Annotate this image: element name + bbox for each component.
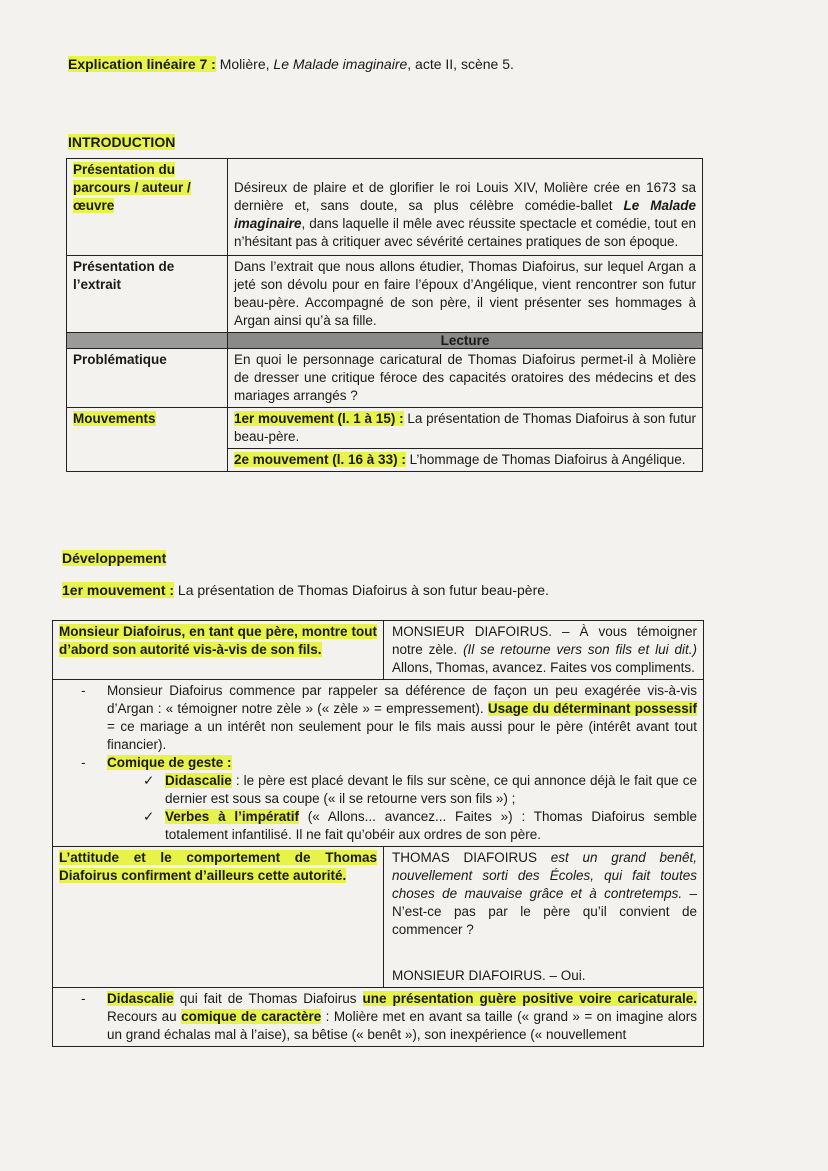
- row-label: Mouvements: [73, 411, 156, 426]
- introduction-heading: INTRODUCTION: [68, 134, 176, 150]
- developpement-heading: Développement: [62, 550, 167, 566]
- quote-cell: MONSIEUR DIAFOIRUS. – À vous témoigner notre zèle. (Il se retourne vers son fils et lui dit.) Allons, Thomas, avancez. Faites vos compliments.: [384, 621, 704, 680]
- table-row: Présentation de l’extrait Dans l’extrait que nous allons étudier, Thomas Diafoirus, sur lequel Argan a jeté son dévolu pour en faire l’époux d’Angélique, vient rencontrer son futur beau-père. Accompagné de son père, il vient présenter ses hommages à Argan ainsi qu’à sa fille.: [67, 256, 703, 333]
- analysis-list: [59, 990, 697, 1044]
- row-label: Présentation du parcours / auteur / œuvre: [73, 162, 191, 213]
- list-item: - Monsieur Diafoirus commence par rappeler sa déférence de façon un peu exagérée vis-à-vis d’Argan : « témoigner notre zèle » (« zèle » = empressement). Usage du déterminant possessif = ce mariage a un intérêt non seulement pour le fils mais aussi pour le père (intérêt avant tout financier).: [107, 682, 697, 754]
- introduction-table: [66, 158, 703, 472]
- row-label: Problématique: [73, 352, 167, 367]
- problematique-text: En quoi le personnage caricatural de Thomas Diafoirus permet-il à Molière de dresser une critique féroce des capacités oratoires des médecins et des mariages arrangés ?: [228, 349, 703, 408]
- table-row: Présentation du parcours / auteur / œuvre Désireux de plaire et de glorifier le roi Louis XIV, Molière crée en 1673 sa dernière et, sans doute, sa plus célèbre comédie-ballet Le Malade imaginaire, dans laquelle il mêle avec réussite spectacle et comédie, tout en n’hésitant pas à critiquer avec sévérité certaines pratiques de son époque.: [67, 159, 703, 256]
- list-item: ✓ Verbes à l’impératif (« Allons... avancez... Faites ») : Thomas Diafoirus semble totalement infantilisé. Il ne fait qu’obéir aux ordres de son père.: [165, 808, 697, 844]
- quote-cell: THOMAS DIAFOIRUS est un grand benêt, nouvellement sorti des Écoles, qui fait toutes choses de mauvaise grâce et à contretemps. – N’est-ce pas par le père qu’il convient de commencer ? MONSIEUR DIAFOIRUS. – Oui.: [384, 847, 704, 988]
- page-title: Explication linéaire 7 : Molière, Le Malade imaginaire, acte II, scène 5.: [68, 56, 514, 72]
- work-title: Le Malade imaginaire: [273, 56, 408, 72]
- table-row: [67, 349, 703, 408]
- developpement-table: [52, 620, 704, 1047]
- table-row: [53, 621, 704, 680]
- table-row: [53, 847, 704, 988]
- table-row: 2e mouvement (l. 16 à 33) : L’hommage de Thomas Diafoirus à Angélique.: [67, 449, 703, 472]
- analysis-claim: Monsieur Diafoirus, en tant que père, montre tout d’abord son autorité vis-à-vis de son fils.: [59, 624, 377, 657]
- lecture-bar: [67, 333, 703, 349]
- lecture-label: Lecture: [228, 333, 703, 349]
- title-label: Explication linéaire 7 :: [68, 56, 216, 72]
- list-item: - Comique de geste : ✓ Didascalie : le père est placé devant le fils sur scène, ce qui annonce déjà le fait que ce dernier est sous sa coupe (« il se retourne vers son fils ») ; ✓ Verbes à l’impératif (« Allons... avancez... Faites ») : Thomas Diafoirus semble totalement infantilisé. Il ne fait qu’obéir aux ordres de son père.: [107, 754, 697, 844]
- table-row: [53, 988, 704, 1047]
- table-row: Mouvements 1er mouvement (l. 1 à 15) : La présentation de Thomas Diafoirus à son futur beau-père.: [67, 408, 703, 449]
- sub-list: [107, 772, 697, 844]
- list-item: ✓ Didascalie : le père est placé devant le fils sur scène, ce qui annonce déjà le fait que ce dernier est sous sa coupe (« il se retourne vers son fils ») ;: [165, 772, 697, 808]
- movement-heading: 1er mouvement : La présentation de Thomas Diafoirus à son futur beau-père.: [62, 582, 549, 598]
- analysis-claim: L’attitude et le comportement de Thomas Diafoirus confirment d’ailleurs cette autorité.: [59, 850, 377, 883]
- list-item: - Didascalie qui fait de Thomas Diafoirus une présentation guère positive voire caricaturale. Recours au comique de caractère : Molière met en avant sa taille (« grand » = on imagine alors un grand échalas mal à l’aise), sa bêtise (« benêt »), son inexpérience (« nouvellement: [107, 990, 697, 1044]
- table-row: [53, 680, 704, 847]
- analysis-list: [59, 682, 697, 844]
- row-label: Présentation de l’extrait: [73, 259, 175, 292]
